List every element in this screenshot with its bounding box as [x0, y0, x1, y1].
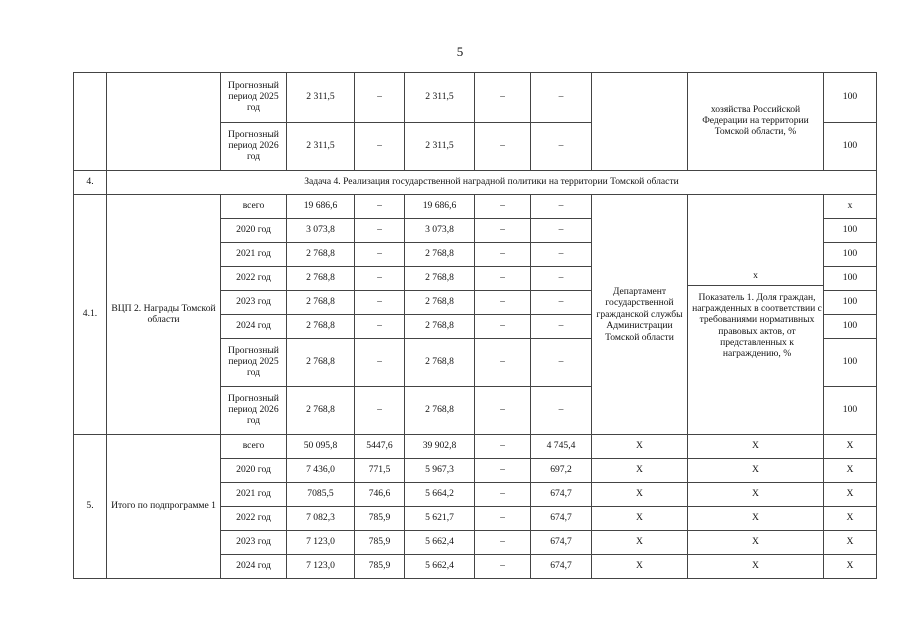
period-cell: Прогнозный период 2026 год: [221, 387, 287, 435]
extra-budget-cell: 674,7: [531, 531, 592, 555]
regional-budget-cell: 5 967,3: [405, 459, 475, 483]
total-cell: 2 311,5: [287, 123, 355, 171]
extra-budget-cell: –: [531, 387, 592, 435]
department-cell: Х: [592, 507, 688, 531]
local-budget-cell: –: [475, 219, 531, 243]
regional-budget-cell: 2 768,8: [405, 243, 475, 267]
indicator-value-cell: 100: [824, 291, 877, 315]
extra-budget-cell: –: [531, 291, 592, 315]
total-cell: 7 123,0: [287, 531, 355, 555]
table-row: [74, 195, 877, 219]
indicator-value-cell: Х: [824, 507, 877, 531]
local-budget-cell: –: [475, 291, 531, 315]
period-cell: Прогнозный период 2025 год: [221, 339, 287, 387]
period-cell: 2023 год: [221, 531, 287, 555]
department-cell: Х: [592, 435, 688, 459]
department-cell: Департамент государственной гражданской службы Администрации Томской области: [592, 195, 688, 435]
indicator-cell: Х: [688, 459, 824, 483]
regional-budget-cell: 5 664,2: [405, 483, 475, 507]
budget-table: [73, 72, 877, 579]
extra-budget-cell: 697,2: [531, 459, 592, 483]
period-cell: всего: [221, 435, 287, 459]
total-cell: 2 768,8: [287, 339, 355, 387]
regional-budget-cell: 2 311,5: [405, 123, 475, 171]
period-cell: 2022 год: [221, 507, 287, 531]
item-number: 5.: [74, 435, 107, 579]
regional-budget-cell: 5 662,4: [405, 531, 475, 555]
regional-budget-cell: 2 768,8: [405, 291, 475, 315]
total-cell: 2 311,5: [287, 73, 355, 123]
period-cell: 2024 год: [221, 315, 287, 339]
regional-budget-cell: 2 311,5: [405, 73, 475, 123]
local-budget-cell: –: [475, 315, 531, 339]
period-cell: всего: [221, 195, 287, 219]
extra-budget-cell: –: [531, 123, 592, 171]
indicator-value-cell: 100: [824, 243, 877, 267]
federal-budget-cell: –: [355, 73, 405, 123]
program-name: Итого по подпрограмме 1: [107, 435, 221, 579]
local-budget-cell: –: [475, 195, 531, 219]
extra-budget-cell: 674,7: [531, 483, 592, 507]
period-cell: 2020 год: [221, 459, 287, 483]
indicator-text: Показатель 1. Доля граждан, награжденных в соответствии с требованиями нормативных правовых актов, от представленных к награждению, %: [688, 285, 823, 358]
total-cell: 7 082,3: [287, 507, 355, 531]
period-cell: 2024 год: [221, 555, 287, 579]
extra-budget-cell: 4 745,4: [531, 435, 592, 459]
department-cell: [592, 73, 688, 171]
regional-budget-cell: 19 686,6: [405, 195, 475, 219]
indicator-value-cell: 100: [824, 123, 877, 171]
local-budget-cell: –: [475, 435, 531, 459]
indicator-cell: Х: [688, 435, 824, 459]
regional-budget-cell: 5 621,7: [405, 507, 475, 531]
total-cell: 50 095,8: [287, 435, 355, 459]
federal-budget-cell: 5447,6: [355, 435, 405, 459]
extra-budget-cell: –: [531, 243, 592, 267]
total-cell: 2 768,8: [287, 315, 355, 339]
federal-budget-cell: –: [355, 243, 405, 267]
indicator-value-cell: 100: [824, 267, 877, 291]
period-cell: 2021 год: [221, 483, 287, 507]
federal-budget-cell: 785,9: [355, 555, 405, 579]
indicator-value-cell: Х: [824, 435, 877, 459]
federal-budget-cell: 771,5: [355, 459, 405, 483]
indicator-cell: хозяйства Российской Федерации на территории Томской области, %: [688, 73, 824, 171]
table-row: [74, 73, 877, 123]
local-budget-cell: –: [475, 387, 531, 435]
local-budget-cell: –: [475, 507, 531, 531]
regional-budget-cell: 39 902,8: [405, 435, 475, 459]
federal-budget-cell: –: [355, 195, 405, 219]
indicator-cell: Х: [688, 507, 824, 531]
federal-budget-cell: 785,9: [355, 507, 405, 531]
extra-budget-cell: –: [531, 73, 592, 123]
regional-budget-cell: 2 768,8: [405, 267, 475, 291]
indicator-value-cell: 100: [824, 73, 877, 123]
total-cell: 3 073,8: [287, 219, 355, 243]
indicator-cell: Х: [688, 531, 824, 555]
federal-budget-cell: –: [355, 219, 405, 243]
local-budget-cell: –: [475, 267, 531, 291]
num-cell: [74, 73, 107, 171]
indicator-value-cell: 100: [824, 339, 877, 387]
period-cell: Прогнозный период 2025 год: [221, 73, 287, 123]
federal-budget-cell: –: [355, 291, 405, 315]
task-number: 4.: [74, 171, 107, 195]
indicator-cell: [688, 195, 824, 435]
extra-budget-cell: 674,7: [531, 507, 592, 531]
period-cell: 2023 год: [221, 291, 287, 315]
federal-budget-cell: 785,9: [355, 531, 405, 555]
extra-budget-cell: –: [531, 195, 592, 219]
extra-budget-cell: –: [531, 339, 592, 387]
total-cell: 2 768,8: [287, 267, 355, 291]
department-cell: Х: [592, 459, 688, 483]
federal-budget-cell: –: [355, 387, 405, 435]
table-row: [74, 435, 877, 459]
total-cell: 2 768,8: [287, 291, 355, 315]
local-budget-cell: –: [475, 243, 531, 267]
total-cell: 19 686,6: [287, 195, 355, 219]
period-cell: 2021 год: [221, 243, 287, 267]
local-budget-cell: –: [475, 339, 531, 387]
federal-budget-cell: –: [355, 315, 405, 339]
local-budget-cell: –: [475, 459, 531, 483]
local-budget-cell: –: [475, 483, 531, 507]
total-cell: 7 123,0: [287, 555, 355, 579]
task-title: Задача 4. Реализация государственной наградной политики на территории Томской области: [107, 171, 877, 195]
regional-budget-cell: 2 768,8: [405, 387, 475, 435]
department-cell: Х: [592, 483, 688, 507]
indicator-x-mark: х: [753, 270, 758, 282]
local-budget-cell: –: [475, 123, 531, 171]
federal-budget-cell: –: [355, 267, 405, 291]
regional-budget-cell: 5 662,4: [405, 555, 475, 579]
page-number: 5: [456, 44, 464, 59]
indicator-value-cell: х: [824, 195, 877, 219]
extra-budget-cell: –: [531, 219, 592, 243]
total-cell: 2 768,8: [287, 243, 355, 267]
federal-budget-cell: –: [355, 339, 405, 387]
regional-budget-cell: 2 768,8: [405, 339, 475, 387]
regional-budget-cell: 3 073,8: [405, 219, 475, 243]
federal-budget-cell: –: [355, 123, 405, 171]
local-budget-cell: –: [475, 531, 531, 555]
department-cell: Х: [592, 555, 688, 579]
department-cell: Х: [592, 531, 688, 555]
indicator-value-cell: 100: [824, 219, 877, 243]
indicator-value-cell: Х: [824, 531, 877, 555]
local-budget-cell: –: [475, 555, 531, 579]
local-budget-cell: –: [475, 73, 531, 123]
indicator-value-cell: Х: [824, 483, 877, 507]
federal-budget-cell: 746,6: [355, 483, 405, 507]
indicator-value-cell: Х: [824, 459, 877, 483]
indicator-cell: Х: [688, 483, 824, 507]
period-cell: Прогнозный период 2026 год: [221, 123, 287, 171]
total-cell: 7085,5: [287, 483, 355, 507]
extra-budget-cell: –: [531, 315, 592, 339]
name-cell: [107, 73, 221, 171]
indicator-value-cell: 100: [824, 387, 877, 435]
extra-budget-cell: 674,7: [531, 555, 592, 579]
regional-budget-cell: 2 768,8: [405, 315, 475, 339]
extra-budget-cell: –: [531, 267, 592, 291]
indicator-value-cell: 100: [824, 315, 877, 339]
total-cell: 7 436,0: [287, 459, 355, 483]
indicator-value-cell: Х: [824, 555, 877, 579]
program-name: ВЦП 2. Награды Томской области: [107, 195, 221, 435]
period-cell: 2020 год: [221, 219, 287, 243]
item-number: 4.1.: [74, 195, 107, 435]
table-row: [74, 171, 877, 195]
period-cell: 2022 год: [221, 267, 287, 291]
indicator-cell: Х: [688, 555, 824, 579]
total-cell: 2 768,8: [287, 387, 355, 435]
